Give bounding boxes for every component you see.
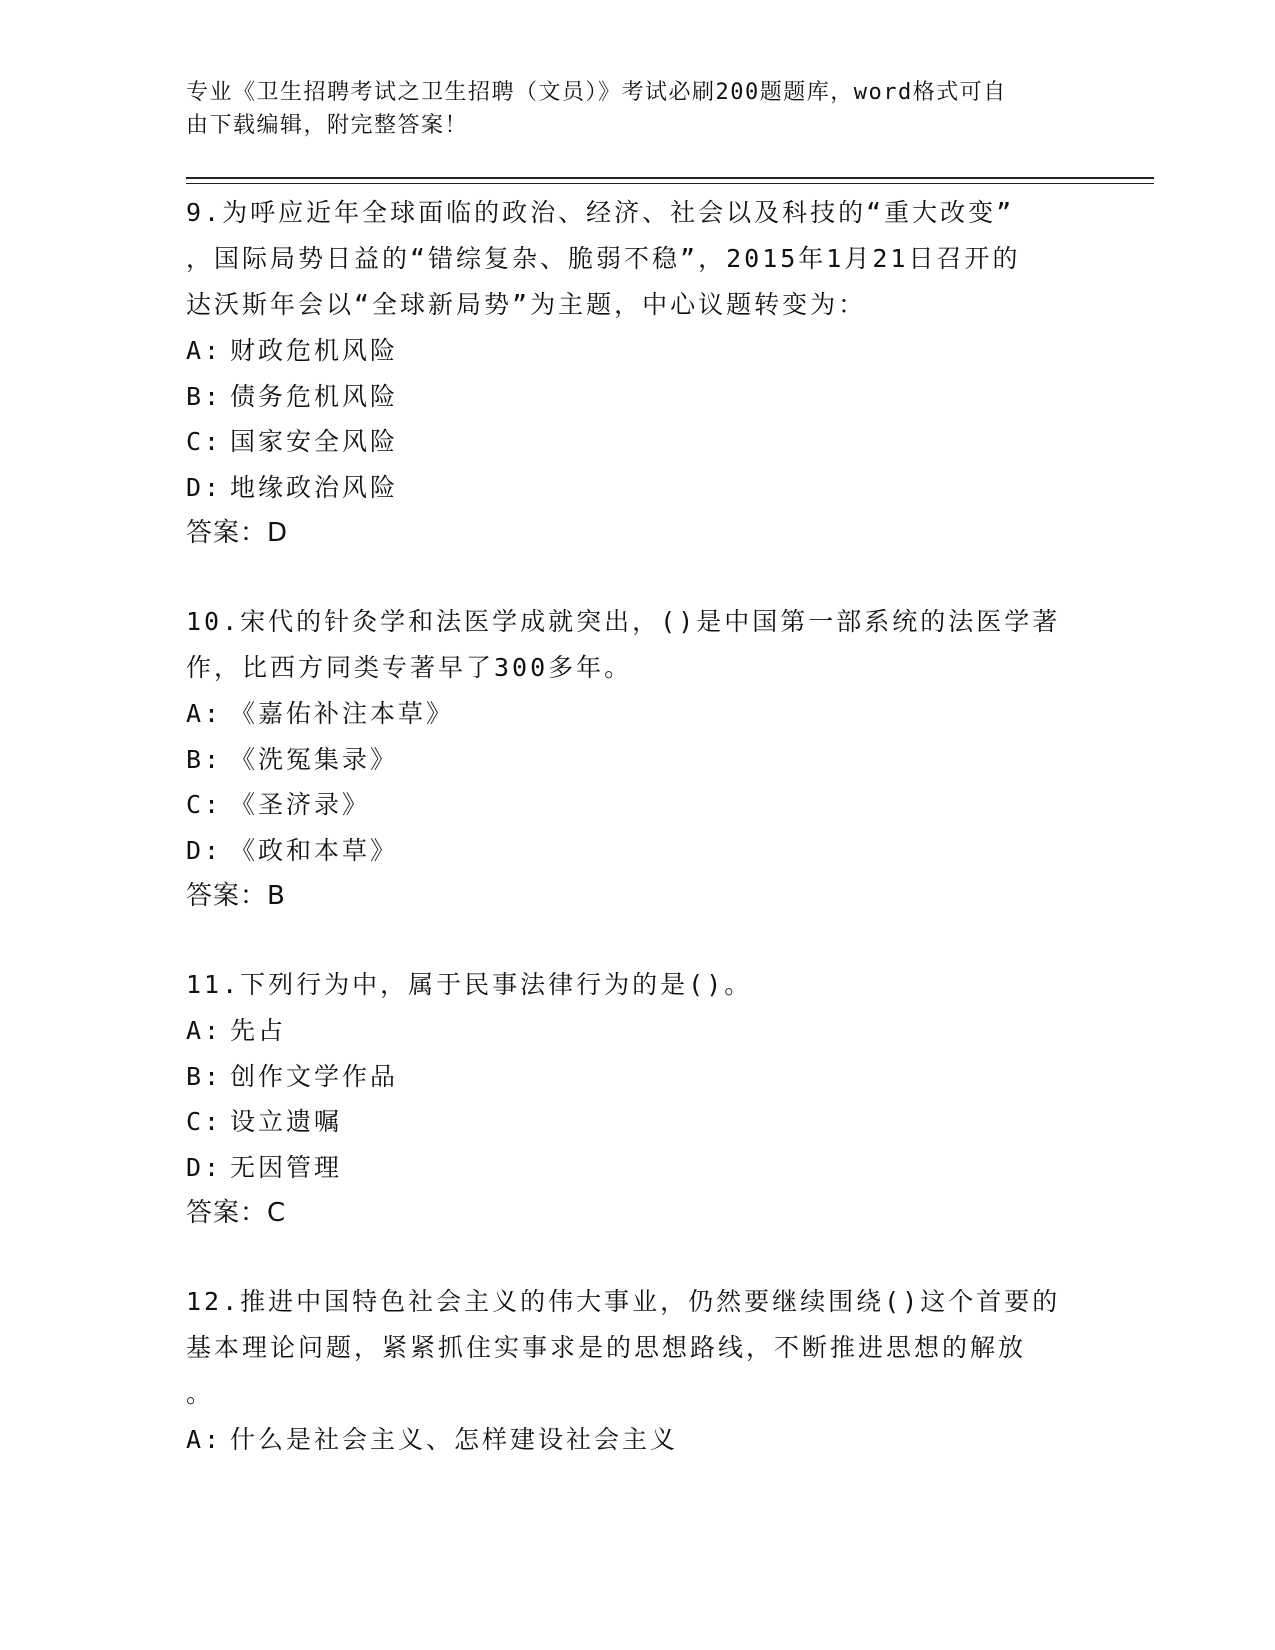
option-label: B: bbox=[186, 1061, 223, 1091]
option-label: A: bbox=[186, 336, 223, 365]
question-text: 9.为呼应近年全球面临的政治、经济、社会以及科技的“重大改变” bbox=[186, 198, 1015, 227]
option-text: 设立遗嘱 bbox=[230, 1107, 343, 1136]
option-label: A: bbox=[186, 699, 223, 728]
option-b bbox=[186, 374, 1086, 420]
option-text: 《嘉佑补注本草》 bbox=[230, 699, 455, 728]
question-text: 达沃斯年会以“全球新局势”为主题，中心议题转变为： bbox=[186, 290, 867, 319]
option-text: 《洗冤集录》 bbox=[230, 744, 399, 774]
option-text: 什么是社会主义、怎样建设社会主义 bbox=[230, 1425, 679, 1454]
option-c bbox=[186, 419, 1086, 465]
option-label: A: bbox=[186, 1016, 223, 1045]
option-text: 地缘政治风险 bbox=[230, 472, 399, 502]
option-text: 《圣济录》 bbox=[230, 790, 371, 819]
question-12 bbox=[186, 1279, 1086, 1463]
option-text: 先占 bbox=[230, 1016, 287, 1045]
question-text: 10.宋代的针灸学和法医学成就突出，()是中国第一部系统的法医学著 bbox=[186, 607, 1061, 636]
option-label: C: bbox=[186, 790, 223, 819]
option-a bbox=[186, 1417, 1086, 1463]
option-label: D: bbox=[186, 1152, 223, 1182]
option-d bbox=[186, 465, 1086, 511]
option-c bbox=[186, 1099, 1086, 1145]
question-text: 基本理论问题，紧紧抓住实事求是的思想路线，不断推进思想的解放 bbox=[186, 1333, 1027, 1362]
option-a bbox=[186, 328, 1086, 374]
header-line-2: 由下载编辑，附完整答案！ bbox=[186, 113, 469, 138]
question-list bbox=[186, 190, 1086, 1506]
option-a bbox=[186, 1008, 1086, 1054]
answer-line: 答案：C bbox=[186, 1198, 287, 1228]
question-text: 作，比西方同类专著早了300多年。 bbox=[186, 653, 633, 682]
option-text: 创作文学作品 bbox=[230, 1061, 399, 1091]
header-line-1: 专业《卫生招聘考试之卫生招聘（文员）》考试必刷200题题库，word格式可自 bbox=[186, 80, 1007, 105]
question-9 bbox=[186, 190, 1086, 556]
option-label: C: bbox=[186, 427, 223, 456]
question-11 bbox=[186, 962, 1086, 1236]
option-d bbox=[186, 1145, 1086, 1191]
header-divider-thin bbox=[186, 183, 1154, 184]
question-text: 12.推进中国特色社会主义的伟大事业，仍然要继续围绕()这个首要的 bbox=[186, 1287, 1061, 1316]
option-label: A: bbox=[186, 1425, 223, 1454]
option-label: B: bbox=[186, 381, 223, 411]
header-divider-thick bbox=[186, 177, 1154, 179]
question-10 bbox=[186, 599, 1086, 919]
option-label: D: bbox=[186, 472, 223, 502]
answer-line: 答案：B bbox=[186, 881, 286, 911]
option-a bbox=[186, 691, 1086, 737]
answer-line: 答案：D bbox=[186, 518, 289, 548]
option-d bbox=[186, 828, 1086, 874]
option-label: D: bbox=[186, 835, 223, 865]
option-label: B: bbox=[186, 744, 223, 774]
option-b bbox=[186, 737, 1086, 783]
option-c bbox=[186, 782, 1086, 828]
option-text: 国家安全风险 bbox=[230, 427, 399, 456]
option-text: 财政危机风险 bbox=[230, 336, 399, 365]
document-header bbox=[186, 76, 1066, 142]
question-text: 11.下列行为中，属于民事法律行为的是()。 bbox=[186, 970, 753, 999]
question-text: 。 bbox=[186, 1379, 215, 1408]
question-text: ，国际局势日益的“错综复杂、脆弱不稳”，2015年1月21日召开的 bbox=[186, 244, 1021, 273]
option-text: 无因管理 bbox=[230, 1152, 343, 1182]
option-text: 债务危机风险 bbox=[230, 381, 399, 411]
option-text: 《政和本草》 bbox=[230, 835, 399, 865]
option-b bbox=[186, 1054, 1086, 1100]
option-label: C: bbox=[186, 1107, 223, 1136]
